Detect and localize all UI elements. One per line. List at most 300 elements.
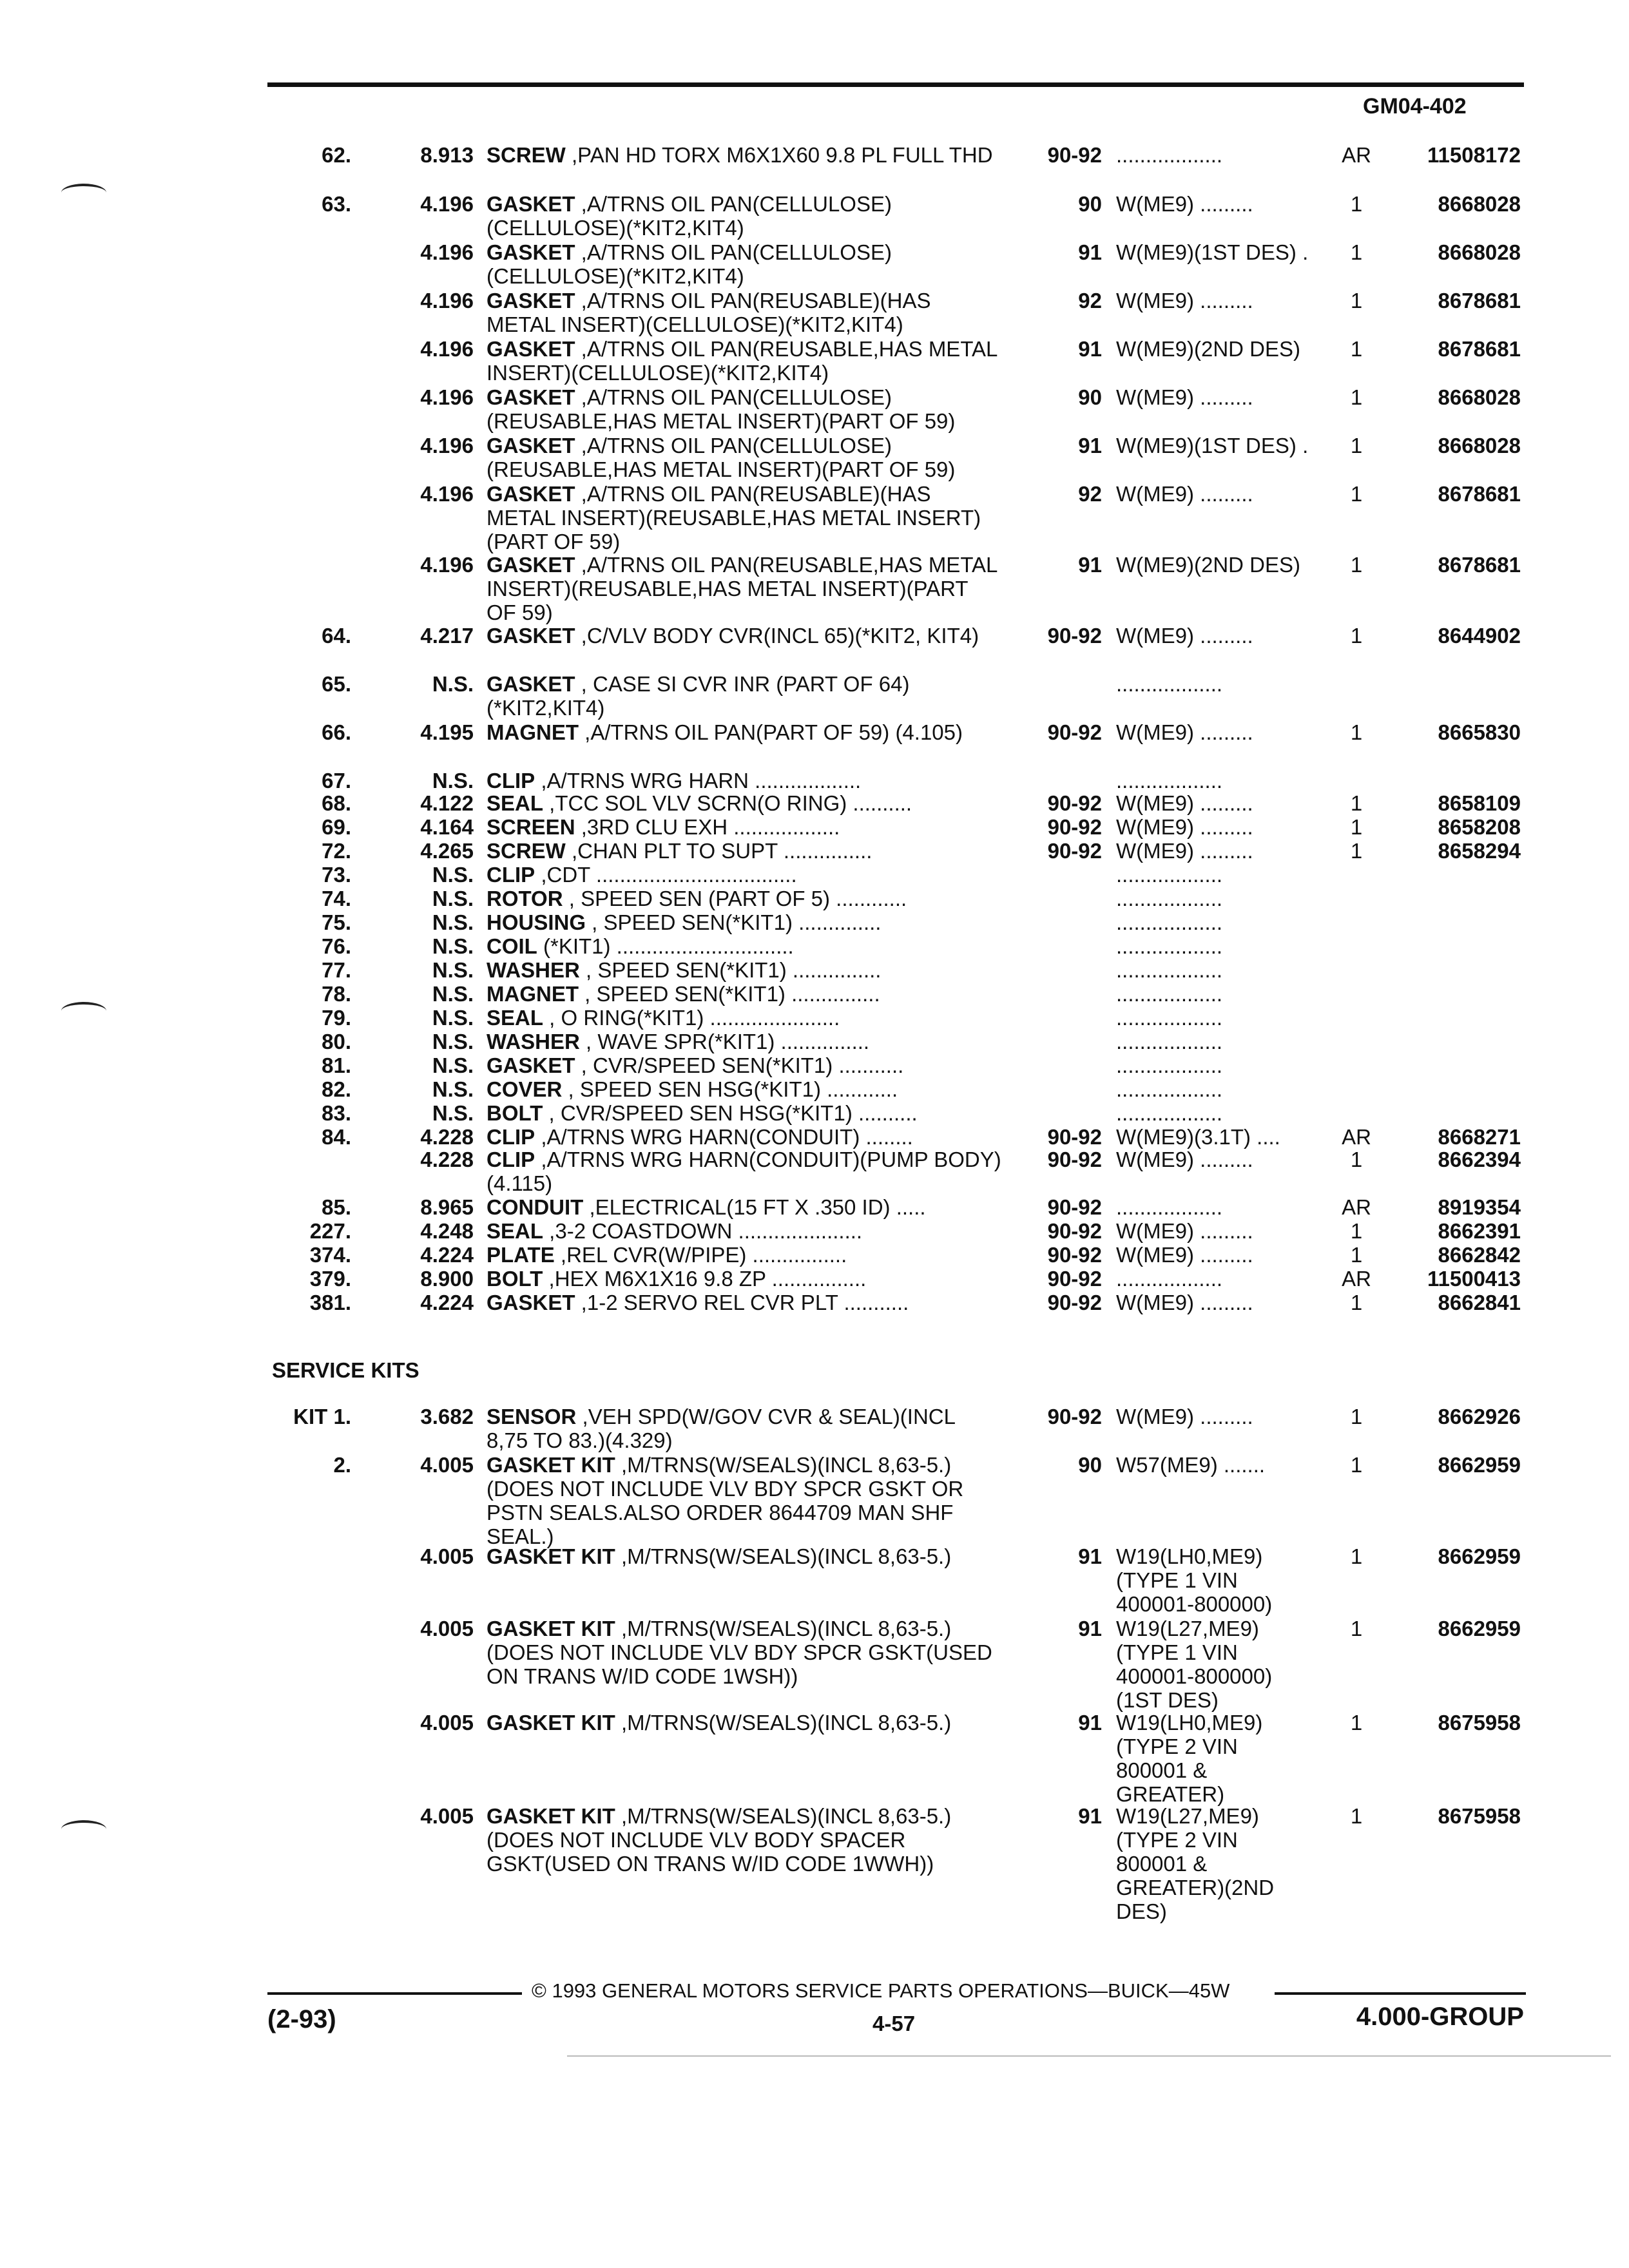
usage-code: .................. [1116, 1101, 1223, 1125]
usage-code: .................. [1116, 769, 1223, 793]
model-year: 91 [1078, 434, 1102, 457]
ref-number: 227. [309, 1219, 351, 1243]
ref-number: 374. [309, 1243, 351, 1267]
usage-code: W(ME9)(2ND DES) [1116, 553, 1300, 577]
ref-number: 75. [322, 910, 351, 934]
part-description [487, 934, 1002, 958]
part-description [487, 1544, 1002, 1568]
part-description [487, 553, 1002, 624]
part-description [487, 1101, 1002, 1125]
group-number: 4.196 [420, 553, 474, 577]
group-number: 4.248 [420, 1219, 474, 1243]
ref-number: 81. [322, 1053, 351, 1077]
part-name: GASKET [487, 192, 575, 216]
ref-number: 68. [322, 791, 351, 815]
usage-code: W(ME9) ......... [1116, 1243, 1253, 1267]
part-description [487, 192, 1002, 240]
page-number: 4-57 [872, 2012, 916, 2035]
part-number: 8668271 [1438, 1125, 1521, 1149]
part-detail: ,C/VLV BODY CVR(INCL 65)(*KIT2, KIT4) [575, 624, 979, 648]
ref-number: 69. [322, 815, 351, 839]
part-detail: ,TCC SOL VLV SCRN(O RING) .......... [543, 791, 912, 815]
part-detail: (*KIT1) .............................. [537, 934, 794, 958]
model-year: 90-92 [1047, 1125, 1102, 1149]
part-detail: ,A/TRNS OIL PAN(REUSABLE,HAS METAL INSERT)(REUSABLE,HAS METAL INSERT)(PART OF 59) [487, 553, 998, 624]
part-number: 8658208 [1438, 815, 1521, 839]
group-number: 4.265 [420, 839, 474, 863]
part-detail: , O RING(*KIT1) ...................... [543, 1006, 840, 1030]
ref-number: 63. [322, 192, 351, 216]
part-detail: , SPEED SEN HSG(*KIT1) ............ [562, 1077, 898, 1101]
part-name: ROTOR [487, 887, 563, 910]
group-number: N.S. [432, 769, 474, 793]
model-year: 91 [1078, 1544, 1102, 1568]
ref-number: 64. [322, 624, 351, 648]
group-number: 4.122 [420, 791, 474, 815]
group-number: 4.217 [420, 624, 474, 648]
ref-number: 66. [322, 720, 351, 744]
ref-number: 379. [309, 1267, 351, 1291]
part-number: 8658294 [1438, 839, 1521, 863]
model-year: 90-92 [1047, 1267, 1102, 1291]
part-description [487, 1030, 1002, 1053]
model-year: 90-92 [1047, 624, 1102, 648]
part-number: 8668028 [1438, 192, 1521, 216]
usage-code: W(ME9)(1ST DES) . [1116, 434, 1309, 457]
part-number: 8668028 [1438, 385, 1521, 409]
part-description [487, 887, 1002, 910]
footer-group: 4.000-GROUP [1356, 2003, 1524, 2031]
model-year: 90 [1078, 385, 1102, 409]
quantity: 1 [1350, 1148, 1363, 1171]
ref-number: 62. [322, 143, 351, 167]
part-name: BOLT [487, 1267, 543, 1291]
quantity: AR [1342, 143, 1371, 167]
group-number: N.S. [432, 1030, 474, 1053]
part-description [487, 337, 1002, 385]
quantity: 1 [1350, 1453, 1363, 1477]
part-detail: , SPEED SEN(*KIT1) ............... [579, 958, 882, 982]
part-description [487, 720, 1002, 744]
part-description [487, 672, 1002, 720]
part-number: 8662391 [1438, 1219, 1521, 1243]
footer-copyright: © 1993 GENERAL MOTORS SERVICE PARTS OPERATIONS—BUICK—45W [532, 1979, 1230, 2002]
usage-code: W(ME9) ......... [1116, 1405, 1253, 1428]
part-description [487, 1711, 1002, 1735]
part-number: 8668028 [1438, 240, 1521, 264]
ref-number: KIT 1. [293, 1405, 351, 1428]
usage-code: .................. [1116, 1053, 1223, 1077]
part-description [487, 910, 1002, 934]
usage-code: W(ME9) ......... [1116, 720, 1253, 744]
group-number: N.S. [432, 910, 474, 934]
part-detail: , SPEED SEN(*KIT1) .............. [586, 910, 882, 934]
group-number: 4.005 [420, 1711, 474, 1735]
quantity: 1 [1350, 624, 1363, 648]
quantity: 1 [1350, 1711, 1363, 1735]
part-detail: ,A/TRNS WRG HARN(CONDUIT)(PUMP BODY)(4.115) [487, 1148, 1001, 1195]
usage-code: .................. [1116, 672, 1223, 696]
part-name: CLIP [487, 769, 535, 793]
group-number: N.S. [432, 1077, 474, 1101]
usage-code: W(ME9) ......... [1116, 815, 1253, 839]
part-number: 8919354 [1438, 1195, 1521, 1219]
quantity: 1 [1350, 289, 1363, 312]
part-name: CLIP [487, 1125, 535, 1149]
part-detail: ,ELECTRICAL(15 FT X .350 ID) ..... [583, 1195, 926, 1219]
part-detail: ,A/TRNS WRG HARN .................. [535, 769, 862, 793]
group-number: 4.195 [420, 720, 474, 744]
part-name: GASKET [487, 482, 575, 506]
part-detail: ,3RD CLU EXH .................. [575, 815, 840, 839]
model-year: 90-92 [1047, 1243, 1102, 1267]
group-number: 4.228 [420, 1125, 474, 1149]
part-number: 8675958 [1438, 1711, 1521, 1735]
model-year: 92 [1078, 289, 1102, 312]
usage-code: W19(LH0,ME9) (TYPE 1 VIN 400001-800000) [1116, 1544, 1273, 1616]
model-year: 90 [1078, 192, 1102, 216]
model-year: 91 [1078, 1804, 1102, 1828]
group-number: N.S. [432, 863, 474, 887]
quantity: 1 [1350, 192, 1363, 216]
part-detail: ,CDT .................................. [535, 863, 797, 887]
divider [567, 2055, 1611, 2057]
part-name: SENSOR [487, 1405, 577, 1428]
model-year: 92 [1078, 482, 1102, 506]
usage-code: W(ME9) ......... [1116, 192, 1253, 216]
part-name: SEAL [487, 791, 544, 815]
part-name: COIL [487, 934, 537, 958]
part-description [487, 791, 1002, 815]
part-name: CLIP [487, 863, 535, 887]
model-year: 90 [1078, 1453, 1102, 1477]
part-detail: ,1-2 SERVO REL CVR PLT ........... [575, 1291, 909, 1314]
part-description [487, 482, 1002, 553]
part-name: BOLT [487, 1101, 543, 1125]
part-number: 8678681 [1438, 289, 1521, 312]
ref-number: 74. [322, 887, 351, 910]
part-detail: ,M/TRNS(W/SEALS)(INCL 8,63-5.) (DOES NOT INCLUDE VLV BDY SPCR GSKT(USED ON TRANS W/ID CODE 1WSH)) [487, 1617, 992, 1688]
part-detail: ,HEX M6X1X16 9.8 ZP ................ [543, 1267, 867, 1291]
ref-number: 85. [322, 1195, 351, 1219]
group-number: 4.196 [420, 192, 474, 216]
model-year: 90-92 [1047, 720, 1102, 744]
part-description [487, 385, 1002, 433]
part-detail: ,A/TRNS OIL PAN(CELLULOSE) (CELLULOSE)(*KIT2,KIT4) [487, 192, 892, 240]
model-year: 90-92 [1047, 143, 1102, 167]
model-year: 90-92 [1047, 839, 1102, 863]
quantity: 1 [1350, 1219, 1363, 1243]
usage-code: .................. [1116, 1077, 1223, 1101]
model-year: 90-92 [1047, 791, 1102, 815]
quantity: 1 [1350, 337, 1363, 361]
group-number: 8.913 [420, 143, 474, 167]
part-name: CONDUIT [487, 1195, 584, 1219]
usage-code: .................. [1116, 934, 1223, 958]
group-number: N.S. [432, 672, 474, 696]
part-name: MAGNET [487, 982, 579, 1006]
usage-code: W(ME9) ......... [1116, 624, 1253, 648]
part-name: GASKET KIT [487, 1804, 615, 1828]
part-name: GASKET KIT [487, 1453, 615, 1477]
model-year: 91 [1078, 1617, 1102, 1640]
usage-code: .................. [1116, 1267, 1223, 1291]
part-description [487, 982, 1002, 1006]
part-detail: ,A/TRNS OIL PAN(REUSABLE,HAS METAL INSERT)(CELLULOSE)(*KIT2,KIT4) [487, 337, 998, 385]
part-description [487, 1405, 1002, 1452]
model-year: 90-92 [1047, 815, 1102, 839]
part-number: 8662959 [1438, 1544, 1521, 1568]
part-detail: ,A/TRNS OIL PAN(CELLULOSE) (REUSABLE,HAS METAL INSERT)(PART OF 59) [487, 385, 956, 433]
part-detail: ,M/TRNS(W/SEALS)(INCL 8,63-5.) [615, 1544, 952, 1568]
part-detail: , CVR/SPEED SEN(*KIT1) ........... [575, 1053, 904, 1077]
usage-code: .................. [1116, 982, 1223, 1006]
usage-code: .................. [1116, 910, 1223, 934]
ref-number: 2. [333, 1453, 351, 1477]
group-number: N.S. [432, 958, 474, 982]
part-number: 8662959 [1438, 1617, 1521, 1640]
part-number: 8662842 [1438, 1243, 1521, 1267]
ref-number: 78. [322, 982, 351, 1006]
group-number: 4.005 [420, 1804, 474, 1828]
group-number: 4.005 [420, 1544, 474, 1568]
part-number: 8678681 [1438, 337, 1521, 361]
part-name: GASKET KIT [487, 1544, 615, 1568]
group-number: 4.005 [420, 1617, 474, 1640]
part-name: GASKET [487, 240, 575, 264]
part-number: 11500413 [1427, 1267, 1521, 1291]
ref-number: 73. [322, 863, 351, 887]
part-number: 8665830 [1438, 720, 1521, 744]
part-name: PLATE [487, 1243, 555, 1267]
part-description [487, 143, 1002, 167]
group-number: 4.196 [420, 337, 474, 361]
usage-code: W(ME9) ......... [1116, 839, 1253, 863]
model-year: 91 [1078, 553, 1102, 577]
margin-mark [61, 1820, 106, 1838]
part-description [487, 839, 1002, 863]
ref-number: 65. [322, 672, 351, 696]
part-number: 8662926 [1438, 1405, 1521, 1428]
part-description [487, 1006, 1002, 1030]
part-detail: , SPEED SEN (PART OF 5) ............ [563, 887, 907, 910]
usage-code: .................. [1116, 1006, 1223, 1030]
group-number: 4.196 [420, 482, 474, 506]
part-name: MAGNET [487, 720, 579, 744]
part-name: GASKET [487, 337, 575, 361]
quantity: 1 [1350, 1405, 1363, 1428]
usage-code: .................. [1116, 1030, 1223, 1053]
part-name: SEAL [487, 1006, 544, 1030]
usage-code: W(ME9) ......... [1116, 791, 1253, 815]
model-year: 90-92 [1047, 1195, 1102, 1219]
usage-code: W(ME9)(2ND DES) [1116, 337, 1300, 361]
part-detail: , SPEED SEN(*KIT1) ............... [579, 982, 880, 1006]
usage-code: .................. [1116, 1195, 1223, 1219]
part-name: WASHER [487, 958, 580, 982]
ref-number: 381. [309, 1291, 351, 1314]
part-detail: ,M/TRNS(W/SEALS)(INCL 8,63-5.) (DOES NOT INCLUDE VLV BDY SPCR GSKT OR PSTN SEALS.ALSO ORDER 8644709 MAN SHF SEAL.) [487, 1453, 964, 1548]
model-year: 91 [1078, 337, 1102, 361]
part-description [487, 1243, 1002, 1267]
model-year: 90-92 [1047, 1219, 1102, 1243]
quantity: 1 [1350, 434, 1363, 457]
part-name: SEAL [487, 1219, 544, 1243]
group-number: 3.682 [420, 1405, 474, 1428]
quantity: 1 [1350, 791, 1363, 815]
part-detail: ,A/TRNS OIL PAN(CELLULOSE) (REUSABLE,HAS METAL INSERT)(PART OF 59) [487, 434, 956, 481]
part-description [487, 1148, 1002, 1195]
model-year: 91 [1078, 240, 1102, 264]
footer-date: (2-93) [267, 2005, 336, 2033]
usage-code: W(ME9) ......... [1116, 289, 1253, 312]
quantity: 1 [1350, 720, 1363, 744]
group-number: 4.164 [420, 815, 474, 839]
part-name: GASKET [487, 1291, 575, 1314]
quantity: 1 [1350, 1291, 1363, 1314]
part-description [487, 1053, 1002, 1077]
part-number: 8658109 [1438, 791, 1521, 815]
part-name: GASKET KIT [487, 1617, 615, 1640]
ref-number: 84. [322, 1125, 351, 1149]
quantity: 1 [1350, 1544, 1363, 1568]
group-number: N.S. [432, 887, 474, 910]
usage-code: W57(ME9) ....... [1116, 1453, 1266, 1477]
part-name: GASKET [487, 553, 575, 577]
part-description [487, 769, 1002, 793]
part-detail: , CVR/SPEED SEN HSG(*KIT1) .......... [543, 1101, 918, 1125]
group-number: 4.005 [420, 1453, 474, 1477]
part-name: WASHER [487, 1030, 580, 1053]
quantity: 1 [1350, 1617, 1363, 1640]
group-number: 4.196 [420, 289, 474, 312]
part-number: 8662394 [1438, 1148, 1521, 1171]
part-detail: , CASE SI CVR INR (PART OF 64) (*KIT2,KIT4) [487, 672, 910, 720]
part-detail: ,CHAN PLT TO SUPT ............... [565, 839, 872, 863]
doc-code: GM04-402 [1363, 94, 1467, 119]
ref-number: 76. [322, 934, 351, 958]
usage-code: W(ME9) ......... [1116, 1148, 1253, 1171]
part-name: GASKET [487, 289, 575, 312]
part-number: 8668028 [1438, 434, 1521, 457]
group-number: N.S. [432, 1006, 474, 1030]
quantity: 1 [1350, 1243, 1363, 1267]
part-name: GASKET [487, 624, 575, 648]
part-detail: ,A/TRNS OIL PAN(REUSABLE)(HAS METAL INSERT)(CELLULOSE)(*KIT2,KIT4) [487, 289, 931, 336]
part-detail: ,M/TRNS(W/SEALS)(INCL 8,63-5.) (DOES NOT INCLUDE VLV BODY SPACER GSKT(USED ON TRANS W/ID CODE 1WWH)) [487, 1804, 952, 1876]
quantity: AR [1342, 1267, 1371, 1291]
model-year: 90-92 [1047, 1405, 1102, 1428]
part-name: SCREW [487, 143, 566, 167]
ref-number: 79. [322, 1006, 351, 1030]
quantity: 1 [1350, 815, 1363, 839]
usage-code: .................. [1116, 863, 1223, 887]
part-detail: ,A/TRNS OIL PAN(PART OF 59) (4.105) [579, 720, 963, 744]
part-description [487, 1267, 1002, 1291]
part-description [487, 815, 1002, 839]
part-description [487, 1195, 1002, 1219]
part-description [487, 958, 1002, 982]
group-number: 4.196 [420, 240, 474, 264]
ref-number: 77. [322, 958, 351, 982]
part-description [487, 289, 1002, 336]
footer-rule [267, 1992, 522, 1995]
part-name: GASKET [487, 385, 575, 409]
quantity: 1 [1350, 553, 1363, 577]
ref-number: 83. [322, 1101, 351, 1125]
margin-mark [61, 184, 106, 202]
group-number: 4.224 [420, 1243, 474, 1267]
group-number: 8.900 [420, 1267, 474, 1291]
part-name: HOUSING [487, 910, 586, 934]
ref-number: 82. [322, 1077, 351, 1101]
part-detail: ,REL CVR(W/PIPE) ................ [554, 1243, 847, 1267]
usage-code: .................. [1116, 887, 1223, 910]
usage-code: W(ME9) ......... [1116, 1291, 1253, 1314]
part-number: 11508172 [1427, 143, 1521, 167]
usage-code: W(ME9)(1ST DES) . [1116, 240, 1309, 264]
part-detail: , WAVE SPR(*KIT1) ............... [579, 1030, 870, 1053]
usage-code: .................. [1116, 958, 1223, 982]
part-name: GASKET KIT [487, 1711, 615, 1735]
part-number: 8662841 [1438, 1291, 1521, 1314]
part-number: 8678681 [1438, 482, 1521, 506]
model-year: 90-92 [1047, 1291, 1102, 1314]
part-detail: ,A/TRNS OIL PAN(REUSABLE)(HAS METAL INSERT)(REUSABLE,HAS METAL INSERT)(PART OF 59) [487, 482, 981, 553]
group-number: N.S. [432, 1053, 474, 1077]
part-detail: ,A/TRNS WRG HARN(CONDUIT) ........ [535, 1125, 913, 1149]
part-description [487, 1617, 1002, 1688]
quantity: 1 [1350, 385, 1363, 409]
model-year: 90-92 [1047, 1148, 1102, 1171]
group-number: 8.965 [420, 1195, 474, 1219]
group-number: N.S. [432, 982, 474, 1006]
header-rule [267, 82, 1524, 87]
usage-code: W(ME9) ......... [1116, 482, 1253, 506]
part-name: CLIP [487, 1148, 535, 1171]
part-description [487, 1125, 1002, 1149]
part-description [487, 1453, 1002, 1548]
margin-mark [61, 1002, 106, 1020]
group-number: N.S. [432, 1101, 474, 1125]
usage-code: W19(L27,ME9) (TYPE 1 VIN 400001-800000) (1ST DES) [1116, 1617, 1273, 1712]
part-description [487, 240, 1002, 288]
group-number: 4.196 [420, 385, 474, 409]
part-number: 8644902 [1438, 624, 1521, 648]
part-name: GASKET [487, 672, 575, 696]
part-description [487, 1291, 1002, 1314]
part-detail: ,VEH SPD(W/GOV CVR & SEAL)(INCL 8,75 TO 83.)(4.329) [487, 1405, 955, 1452]
part-detail: ,A/TRNS OIL PAN(CELLULOSE) (CELLULOSE)(*KIT2,KIT4) [487, 240, 892, 288]
service-kits-heading: SERVICE KITS [272, 1358, 419, 1382]
part-name: SCREW [487, 839, 566, 863]
group-number: N.S. [432, 934, 474, 958]
part-description [487, 1077, 1002, 1101]
quantity: 1 [1350, 482, 1363, 506]
part-number: 8675958 [1438, 1804, 1521, 1828]
usage-code: W19(LH0,ME9) (TYPE 2 VIN 800001 & GREATER) [1116, 1711, 1263, 1806]
quantity: 1 [1350, 1804, 1363, 1828]
part-number: 8678681 [1438, 553, 1521, 577]
part-name: COVER [487, 1077, 563, 1101]
part-description [487, 1804, 1002, 1876]
quantity: AR [1342, 1195, 1371, 1219]
part-description [487, 434, 1002, 481]
quantity: 1 [1350, 839, 1363, 863]
part-detail: ,3-2 COASTDOWN ..................... [543, 1219, 863, 1243]
part-name: GASKET [487, 1053, 575, 1077]
usage-code: .................. [1116, 143, 1223, 167]
